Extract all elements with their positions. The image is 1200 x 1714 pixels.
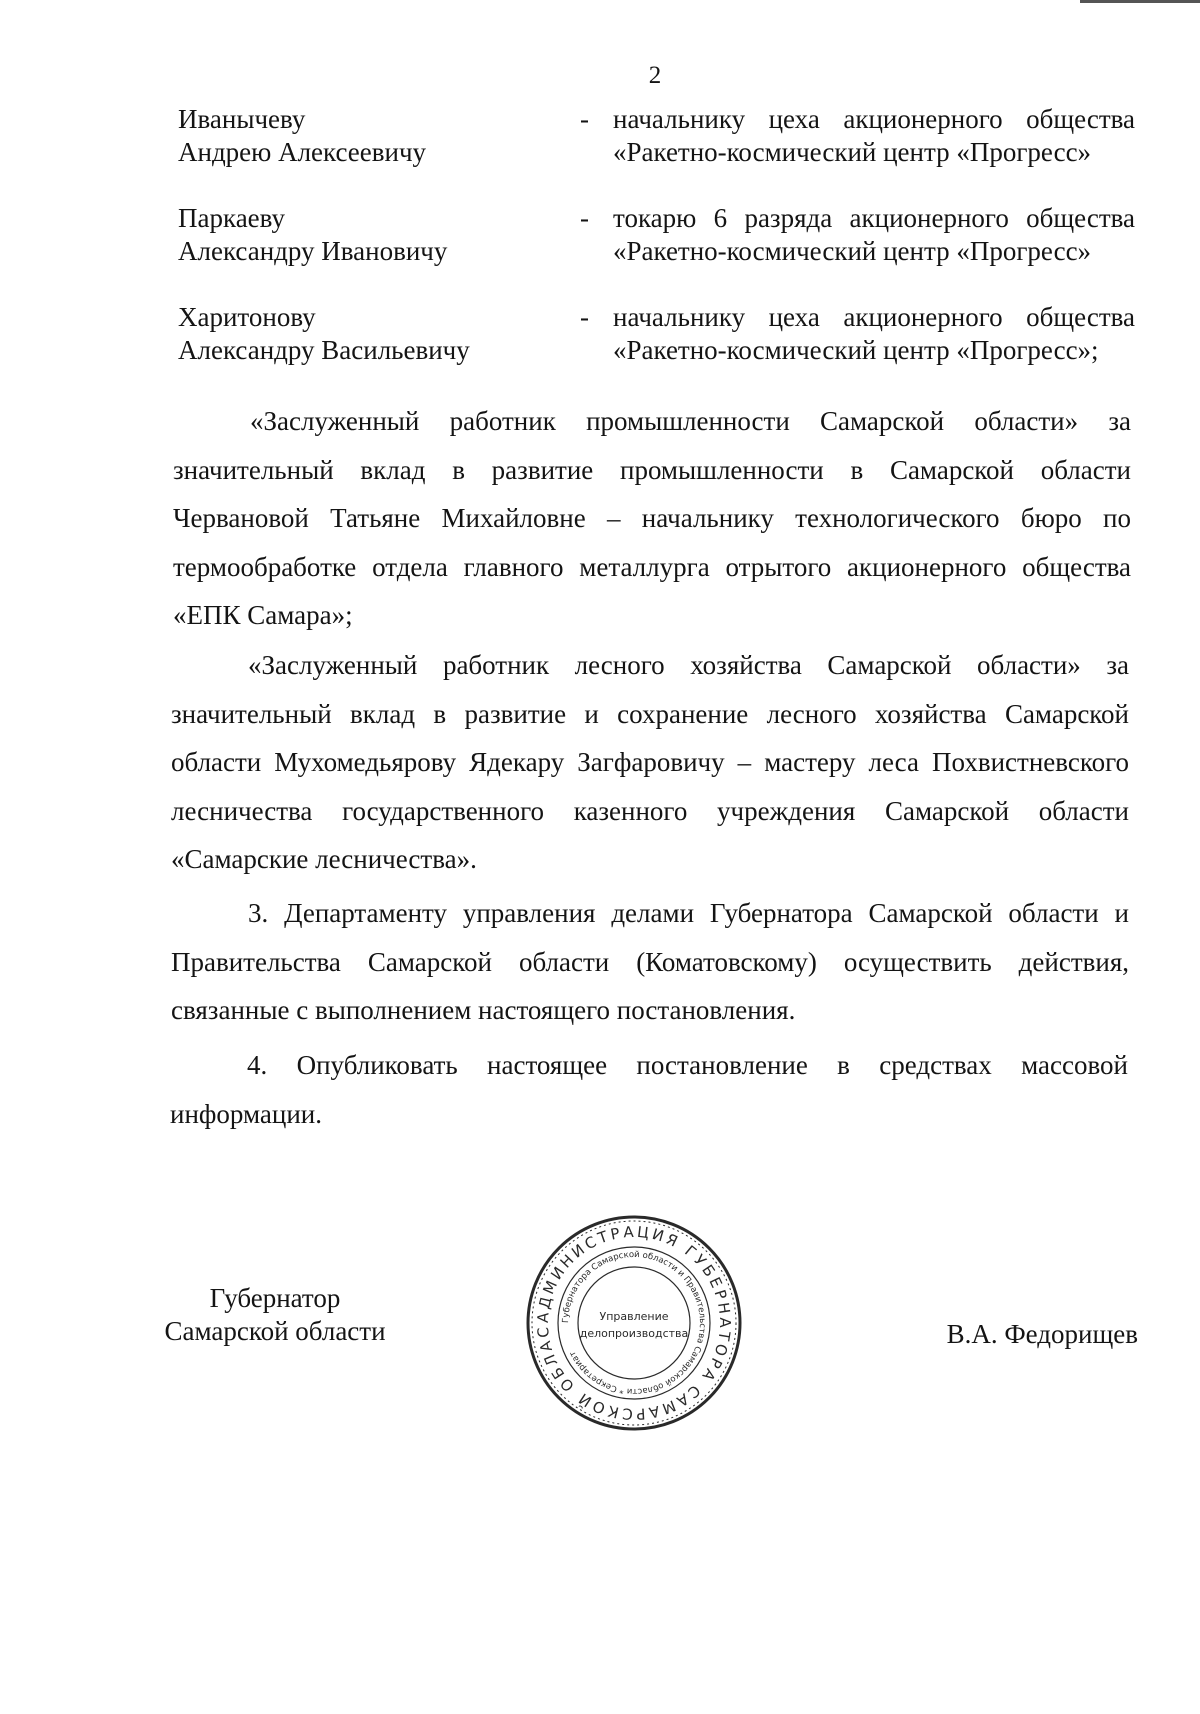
awardee-name — [178, 202, 447, 268]
awardee-name — [178, 103, 426, 169]
item-4-paragraph: 4. Опубликовать настоящее постановление в средствах массовой информации. — [170, 1050, 1128, 1129]
awardee-name — [178, 301, 470, 367]
awardee-position-line: «Ракетно-космический центр «Прогресс»; — [613, 335, 1099, 365]
awardee-given-name: Андрею Алексеевичу — [178, 137, 427, 167]
awardee-position-line: «Ракетно-космический центр «Прогресс» — [613, 137, 1092, 167]
awardee-position-line: токарю 6 разряда акционерного общества — [613, 203, 1135, 233]
seal-center-line: Управление — [599, 1310, 669, 1323]
signature-title — [150, 1282, 400, 1348]
awardee-position-line: начальнику цеха акционерного общества — [613, 104, 1135, 134]
awardee-given-name: Александру Ивановичу — [178, 236, 448, 266]
seal-middle-border — [558, 1247, 710, 1399]
awardee-row — [178, 202, 1138, 301]
awardee-position — [613, 202, 1135, 268]
scan-edge-mark — [1080, 0, 1200, 3]
awardee-position — [613, 301, 1135, 367]
awardee-row — [178, 301, 1138, 400]
forestry-award-paragraph: «Заслуженный работник лесного хозяйства Самарской области» за значительный вклад в развитие и сохранение лесного хозяйства Самарской области Мухомедьярову Ядекару Загфаровичу – мастеру леса Похвистневского лесничества государственного казенного учреждения Самарской области «Самарские лесничества». — [171, 650, 1129, 875]
item-3-paragraph: 3. Департаменту управления делами Губернатора Самарской области и Правительства Самарской области (Коматовскому) осуществить действия, связанные с выполнением настоящего постановления. — [171, 898, 1129, 1026]
awardee-surname: Харитонову — [178, 302, 316, 332]
signature-title-line: Губернатор — [209, 1283, 341, 1313]
awardee-dash: - — [580, 302, 589, 332]
signatory-name: В.А. Федорищев — [946, 1319, 1138, 1349]
awardee-surname: Паркаеву — [178, 203, 285, 233]
official-seal — [523, 1212, 745, 1434]
seal-outer-border — [528, 1217, 740, 1429]
industry-award-paragraph: «Заслуженный работник промышленности Самарской области» за значительный вклад в развитие промышленности в Самарской области Червановой Татьяне Михайловне – начальнику технологического бюро по термообработке отдела главного металлурга отрытого акционерного общества «ЕПК Самара»; — [173, 406, 1131, 631]
awardee-list — [178, 103, 1138, 400]
seal-inner-text-path: Губернатора Самарской области и Правительства Самарской области * Секретариат — [560, 1249, 708, 1397]
signature-title-line: Самарской области — [164, 1316, 386, 1346]
awardee-row — [178, 103, 1138, 202]
awardee-position — [613, 103, 1135, 169]
seal-inner-border — [578, 1267, 690, 1379]
awardee-surname: Иванычеву — [178, 104, 306, 134]
seal-graphic — [523, 1212, 745, 1434]
awardee-dash: - — [580, 203, 589, 233]
awardee-dash: - — [580, 104, 589, 134]
awardee-given-name: Александру Васильевичу — [178, 335, 470, 365]
seal-center-line: делопроизводства — [579, 1327, 689, 1340]
awardee-position-line: «Ракетно-космический центр «Прогресс» — [613, 236, 1092, 266]
awardee-position-line: начальнику цеха акционерного общества — [613, 302, 1135, 332]
page-number: 2 — [648, 62, 662, 89]
seal-outer-text-path: АДМИНИСТРАЦИЯ ГУБЕРНАТОРА САМАРСКОЙ ОБЛАС — [533, 1222, 735, 1424]
